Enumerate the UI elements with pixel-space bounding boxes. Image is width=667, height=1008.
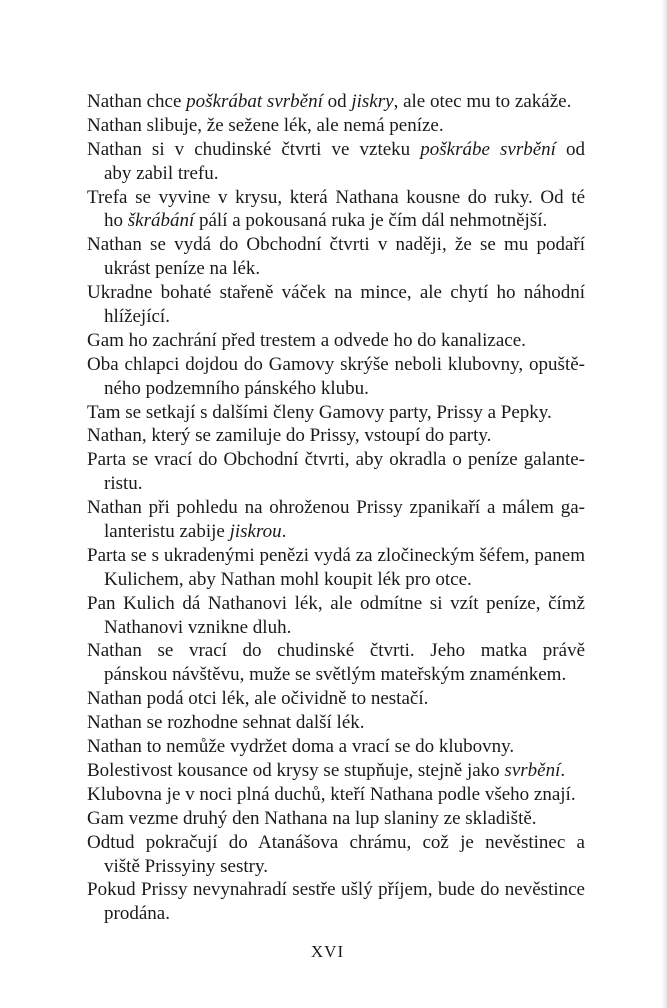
text-line [87, 209, 585, 233]
text-run: od [555, 138, 585, 160]
text-line [87, 520, 585, 544]
text-line [87, 496, 585, 520]
text-line [87, 902, 585, 926]
list-item [87, 401, 585, 425]
text-run: Ukradne bohaté stařeně váček na mince, ale chytí ho náhodní [87, 282, 585, 304]
text-run: Kulichem, aby Nathan mohl koupit lék pro otce. [104, 568, 472, 590]
text-line [87, 878, 585, 902]
text-line [87, 162, 585, 186]
text-line [87, 544, 585, 568]
text-run: ristu. [104, 473, 143, 495]
text-run: Oba chlapci dojdou do Gamovy skrýše neboli klubovny, opuště- [87, 353, 585, 375]
text-line [87, 305, 585, 329]
italic-term: jiskrou [229, 521, 282, 543]
text-run: Gam vezme druhý den Nathana na lup slaniny ze skladiště. [87, 807, 537, 829]
text-run: Nathan slibuje, že sežene lék, ale nemá peníze. [87, 114, 444, 136]
text-line [87, 831, 585, 855]
text-line [87, 138, 585, 162]
text-run: od [322, 91, 352, 112]
list-item [87, 687, 585, 711]
list-item [87, 544, 585, 592]
text-line [87, 568, 585, 592]
text-line [87, 855, 585, 879]
text-run: Gam ho zachrání před trestem a odvede ho do kanalizace. [87, 329, 526, 351]
text-line [87, 377, 585, 401]
list-item [87, 592, 585, 640]
list-item [87, 759, 585, 783]
text-run: Parta se vrací do Obchodní čtvrti, aby okradla o peníze galante- [87, 449, 585, 471]
text-run: hlížející. [104, 306, 170, 328]
text-run: aby zabil trefu. [104, 162, 219, 184]
text-run: . [560, 759, 566, 781]
text-run: Nathanovi vznikne dluh. [104, 616, 292, 638]
list-item [87, 329, 585, 353]
text-run: Bolestivost kousance od krysy se stupňuje, stejně jako [87, 759, 505, 781]
text-run: Trefa se vyvine v krysu, která Nathana kousne do ruky. Od té [87, 186, 585, 208]
text-run: Parta se s ukradenými penězi vydá za zločineckým šéfem, panem [87, 544, 585, 566]
list-item [87, 807, 585, 831]
list-item [87, 831, 585, 879]
text-run: lanteristu zabije [104, 521, 230, 543]
italic-term: svrbění [504, 759, 561, 781]
list-item [87, 353, 585, 401]
text-line [87, 639, 585, 663]
text-run: Klubovna je v noci plná duchů, kteří Nathana podle všeho znají. [87, 783, 576, 805]
list-item [87, 114, 585, 138]
text-run: Nathan se vydá do Obchodní čtvrti v naději, že se mu podaří [87, 234, 585, 256]
italic-term: jiskry [351, 91, 394, 112]
text-run: Nathan chce [87, 91, 187, 112]
list-item [87, 90, 585, 114]
text-run: ho [104, 210, 128, 232]
list-item [87, 711, 585, 735]
text-line [87, 616, 585, 640]
list-item [87, 233, 585, 281]
text-run: pánskou návštěvu, muže se světlým mateřským znaménkem. [104, 664, 567, 686]
text-run: Odtud pokračují do Atanášova chrámu, což je nevěstinec a [87, 831, 585, 853]
text-run: ukrást peníze na lék. [104, 258, 261, 280]
text-line [87, 233, 585, 257]
text-run: Pan Kulich dá Nathanovi lék, ale odmítne si vzít peníze, čímž [87, 592, 585, 614]
italic-term: poškrábat svrbění [186, 91, 323, 112]
text-run: Nathan si v chudinské čtvrti ve vzteku [87, 138, 421, 160]
text-line [87, 783, 585, 807]
text-run: , ale otec mu to zakáže. [393, 91, 572, 112]
list-item [87, 639, 585, 687]
text-line [87, 735, 585, 759]
synopsis-list [87, 90, 585, 926]
text-line [87, 448, 585, 472]
text-run: Nathan se rozhodne sehnat další lék. [87, 712, 365, 734]
text-run: Nathan to nemůže vydržet doma a vrací se do klubovny. [87, 736, 515, 758]
text-line [87, 114, 585, 138]
list-item [87, 878, 585, 926]
text-line [87, 186, 585, 210]
list-item [87, 448, 585, 496]
list-item [87, 496, 585, 544]
text-run: Nathan při pohledu na ohroženou Prissy zpanikaří a málem ga- [87, 497, 585, 519]
page-edge-shadow [661, 0, 667, 1008]
list-item [87, 783, 585, 807]
text-line [87, 592, 585, 616]
text-line [87, 472, 585, 496]
text-line [87, 353, 585, 377]
text-run: . [281, 521, 287, 543]
text-line [87, 424, 585, 448]
text-run: pálí a pokousaná ruka je čím dál nehmotnější. [194, 210, 548, 232]
text-run: prodána. [104, 903, 170, 925]
list-item [87, 186, 585, 234]
text-line [87, 759, 585, 783]
text-line [87, 257, 585, 281]
list-item [87, 735, 585, 759]
text-line [87, 687, 585, 711]
text-line [87, 281, 585, 305]
list-item [87, 138, 585, 186]
text-line [87, 329, 585, 353]
text-line [87, 711, 585, 735]
text-run: Pokud Prissy nevynahradí sestře ušlý příjem, bude do nevěstince [87, 879, 585, 901]
text-line [87, 401, 585, 425]
text-line [87, 663, 585, 687]
page-number: XVI [310, 942, 345, 961]
italic-term: poškrábe svrbění [420, 138, 556, 160]
list-item [87, 424, 585, 448]
text-run: viště Prissyiny sestry. [104, 855, 268, 877]
text-run: Nathan se vrací do chudinské čtvrti. Jeho matka právě [87, 640, 585, 662]
italic-term: škrábání [127, 210, 195, 232]
text-run: Nathan podá otci lék, ale očividně to nestačí. [87, 688, 429, 710]
text-run: Tam se setkají s dalšími členy Gamovy party, Prissy a Pepky. [87, 401, 552, 423]
text-run: Nathan, který se zamiluje do Prissy, vstoupí do party. [87, 425, 492, 447]
text-line [87, 90, 585, 114]
list-item [87, 281, 585, 329]
text-line [87, 807, 585, 831]
text-run: ného podzemního pánského klubu. [104, 377, 369, 399]
